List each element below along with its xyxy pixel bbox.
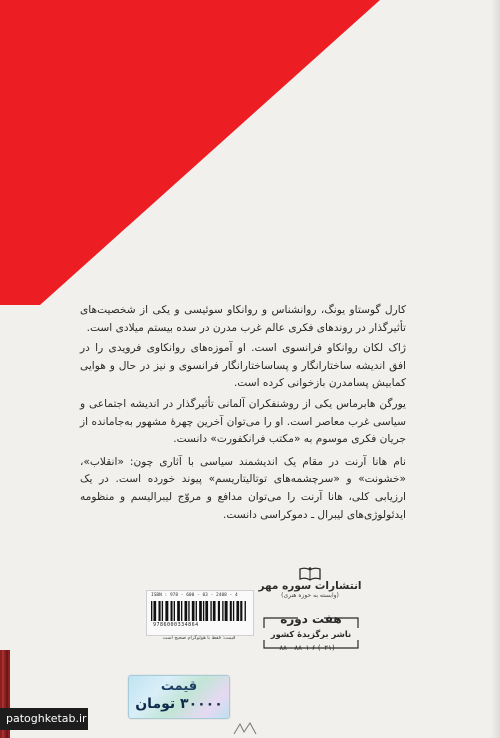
barcode-bar	[153, 601, 156, 621]
barcode-bar	[240, 601, 242, 621]
publisher-block	[240, 567, 380, 599]
price-hologram-sticker	[128, 675, 230, 719]
publisher-name: انتشارات سوره مهر	[258, 580, 362, 592]
barcode-bar	[236, 601, 239, 621]
paragraph-arendt: نام هانا آرنت در مقام یک اندیشمند سیاسی با آثاری چون: «انقلاب»، «خشونت» و «سرچشمه‌های توتالیتاریسم» پیوند خورده است. در یک ارزیابی کلی، هانا آرنت را می‌توان مدافع و مروّج لیبرالیسم و منظومه ایدئولوژی‌های لیبرال ـ دموکراسی دانست.	[80, 455, 406, 521]
print-mark	[230, 720, 260, 736]
paragraph-lacan: ژاک لکان روانکاو فرانسوی است. او آموزه‌های روانکاوی فرویدی را در افق اندیشه ساختارانگار و پساساختارانگار فرانسوی و نیز در حال و هوایی کمابیش پسامدرن بازخوانی کرده است.	[80, 342, 406, 390]
publisher-subtitle: (وابسته به حوزه هنری)	[281, 592, 339, 599]
book-emblem-icon	[299, 567, 321, 581]
page-edge-shadow	[490, 0, 500, 738]
publisher-phone: (۰۲۱) ۸۸۰۰۸۸۰۱-۶	[279, 644, 335, 652]
barcode-bar	[203, 601, 204, 621]
barcode-bar	[225, 601, 228, 621]
barcode-bar	[245, 601, 246, 621]
barcode-bar	[213, 601, 216, 621]
barcode-icon	[151, 601, 249, 621]
barcode-bar	[171, 601, 173, 621]
barcode-bar	[181, 601, 182, 621]
barcode-bar	[218, 601, 220, 621]
isbn-text: ISBN : 978 - 600 - 03 - 2408 - 4	[151, 593, 238, 598]
barcode-bar	[174, 601, 175, 621]
barcode-bar	[151, 601, 152, 621]
barcode-bar	[230, 601, 232, 621]
barcode-number: 9786000334864	[153, 622, 199, 628]
barcode-bar	[162, 601, 163, 621]
barcode-bar	[184, 601, 187, 621]
award-title: هفت دوره	[280, 612, 342, 626]
barcode-bar	[210, 601, 211, 621]
price-value: ۳۰۰۰۰ تومان	[135, 696, 223, 712]
barcode-bar	[233, 601, 234, 621]
barcode-bar	[199, 601, 202, 621]
barcode-bar	[158, 601, 160, 621]
price-note: قیمت: فقط با هولوگرام صحیح است	[162, 636, 236, 641]
barcode-bar	[196, 601, 197, 621]
paragraph-habermas: یورگن هابرماس یکی از روشنفکران آلمانی تأثیرگذار در اندیشه اجتماعی و سیاسی غرب معاصر است. او را می‌توان آخرین چهرهٔ مشهور به‌جامانده از جریان فکری موسوم به «مکتب فرانکفورت» دانست.	[80, 397, 406, 446]
barcode-label	[146, 590, 254, 636]
watermark-label: patoghketab.ir	[0, 708, 88, 730]
price-label: قیمت	[160, 679, 198, 694]
back-cover-text	[80, 302, 406, 527]
barcode-bar	[222, 601, 223, 621]
award-subtitle: ناشر برگزیدهٔ کشور	[270, 629, 352, 639]
red-triangle-shape	[0, 0, 380, 305]
barcode-bar	[165, 601, 168, 621]
barcode-bar	[188, 601, 189, 621]
barcode-bar	[205, 601, 208, 621]
paragraph-jung: کارل گوستاو یونگ، روانشناس و روانکاو سوئیسی و یکی از شخصیت‌های تأثیرگذار در روندهای فکری عالم غرب مدرن در سده بیستم میلادی است.	[80, 304, 406, 334]
barcode-bar	[192, 601, 195, 621]
barcode-bar	[177, 601, 180, 621]
